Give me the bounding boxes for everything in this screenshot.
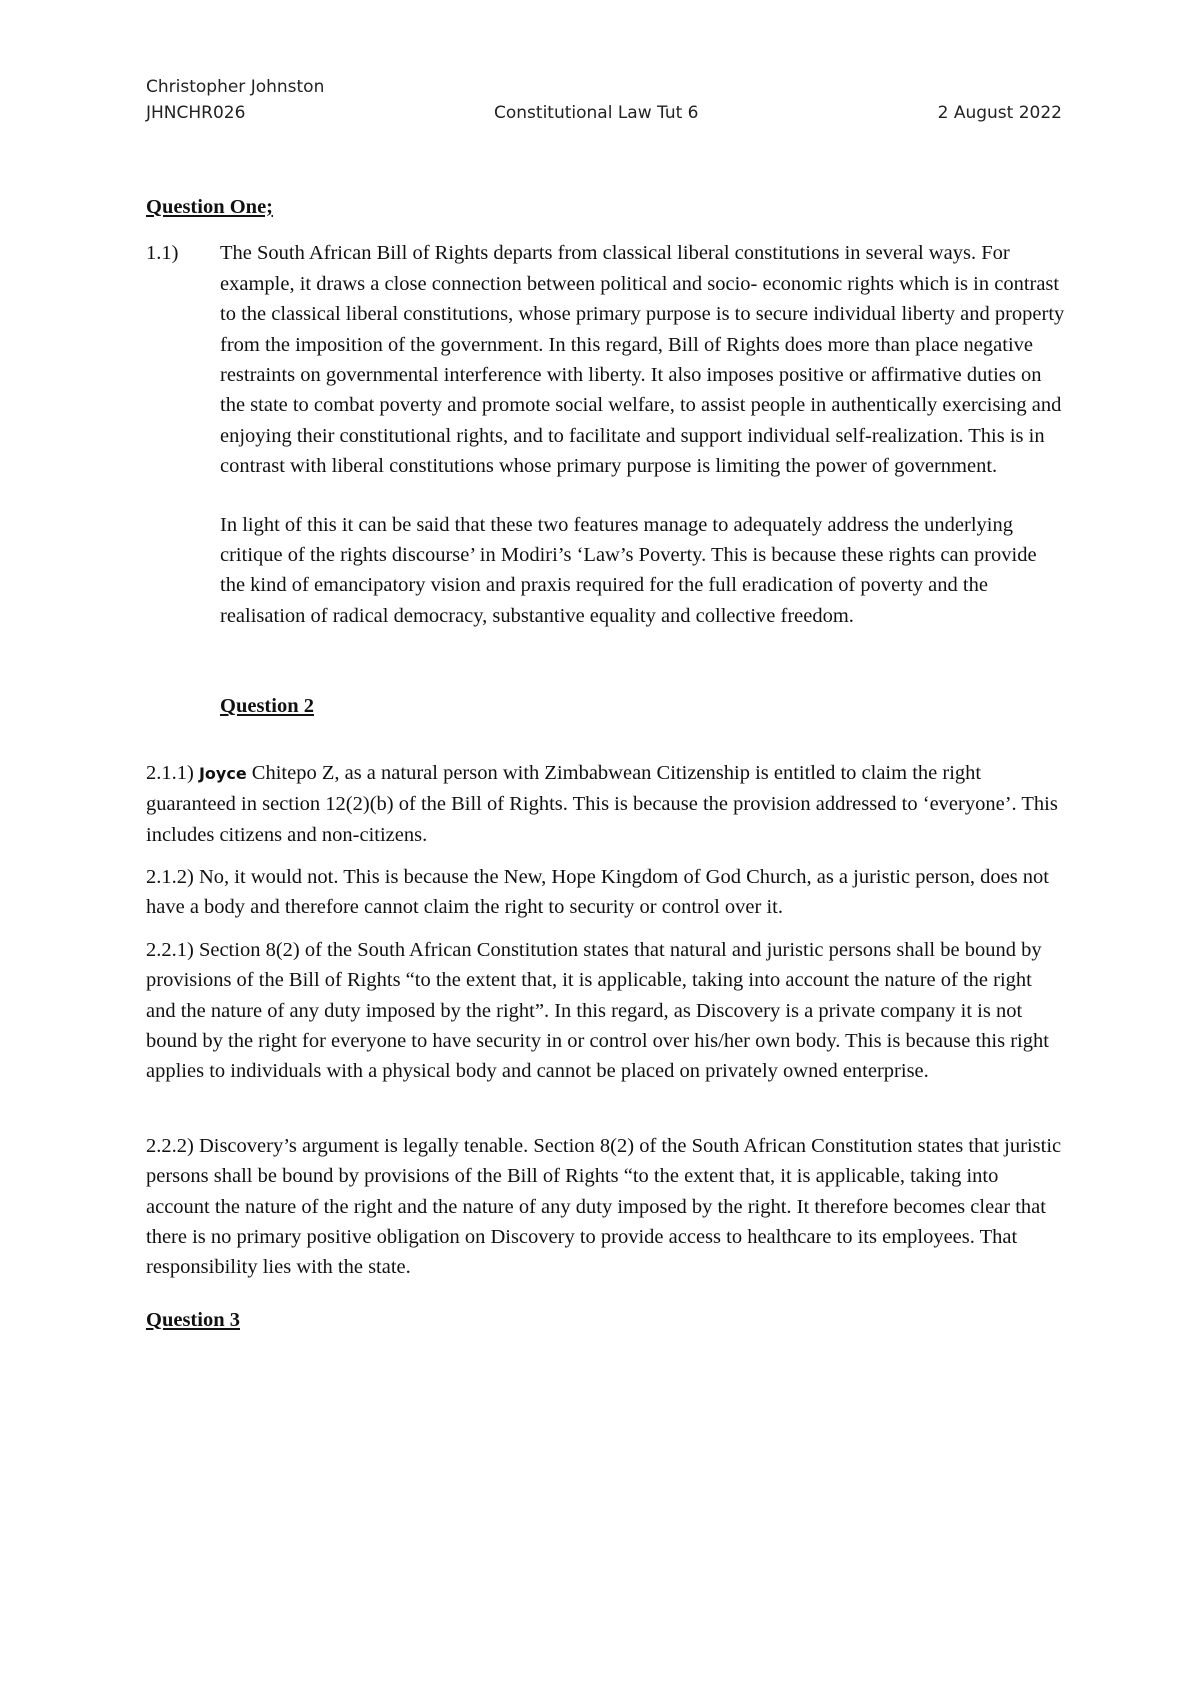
question-one-heading: Question One; — [146, 196, 273, 218]
author-name: Christopher Johnston — [146, 77, 325, 97]
answer-2-1-1 — [146, 758, 1066, 850]
document-body — [146, 192, 1066, 1335]
answer-2-1-2: 2.1.2) No, it would not. This is because the New, Hope Kingdom of God Church, as a juristic person, does not have a body and therefore cannot claim the right to security or control over it. — [146, 865, 1050, 919]
answer-2-2-1: 2.2.1) Section 8(2) of the South African Constitution states that natural and juristic persons shall be bound by provisions of the Bill of Rights “to the extent that, it is applicable, taking into account the nature of the right and the nature of any duty imposed by the right”. In this regard, as Discovery is a private company it is not bound by the right for everyone to have security in or control over his/her own body. This is because this right applies to individuals with a physical body and cannot be placed on privately owned enterprise. — [146, 938, 1049, 1083]
course-title: Constitutional Law Tut 6 — [494, 103, 699, 123]
answer-text: Chitepo Z, as a natural person with Zimbabwean Citizenship is entitled to claim the right guaranteed in section 12(2)(b) of the Bill of Rights. This is because the provision addressed to ‘everyone’. This includes citizens and non-citizens. — [146, 761, 1058, 846]
answer-number: 2.1.1) — [146, 761, 194, 784]
answer-2-2-2: 2.2.2) Discovery’s argument is legally tenable. Section 8(2) of the South African Constitution states that juristic persons shall be bound by provisions of the Bill of Rights “to the extent that, it is applicable, taking into account the nature of the right and the nature of any duty imposed by the right. It therefore becomes clear that there is no primary positive obligation on Discovery to provide access to healthcare to its employees. That responsibility lies with the state. — [146, 1134, 1062, 1279]
name-lead: Joyce — [198, 763, 247, 783]
answer-1-1 — [146, 238, 1066, 481]
answer-number: 1.1) — [146, 242, 179, 265]
question-three-heading: Question 3 — [146, 1308, 240, 1331]
answer-1-1-paragraph-2: In light of this it can be said that these two features manage to adequately address the underlying critique of the rights discourse’ in Modiri’s ‘Law’s Poverty. This is because these rights can provide the kind of emancipatory vision and praxis required for the full eradication of poverty and the realisation of radical democracy, substantive equality and collective freedom. — [220, 513, 1037, 627]
header-info-row — [146, 100, 1062, 126]
student-number: JHNCHR026 — [146, 103, 246, 123]
page-header — [146, 74, 1062, 126]
submission-date: 2 August 2022 — [937, 103, 1062, 123]
answer-paragraph: The South African Bill of Rights departs from classical liberal constitutions in several ways. For example, it draws a close connection between political and socio- economic rights which is in contrast to the classical liberal constitutions, whose primary purpose is to secure individual liberty and property from the imposition of the government. In this regard, Bill of Rights does more than place negative restraints on governmental interference with liberty. It also imposes positive or affirmative duties on the state to combat poverty and promote social welfare, to assist people in authentically exercising and enjoying their constitutional rights, and to facilitate and support individual self-realization. This is in contrast with liberal constitutions whose primary purpose is limiting the power of government. — [220, 242, 1065, 478]
question-two-heading: Question 2 — [220, 695, 314, 718]
